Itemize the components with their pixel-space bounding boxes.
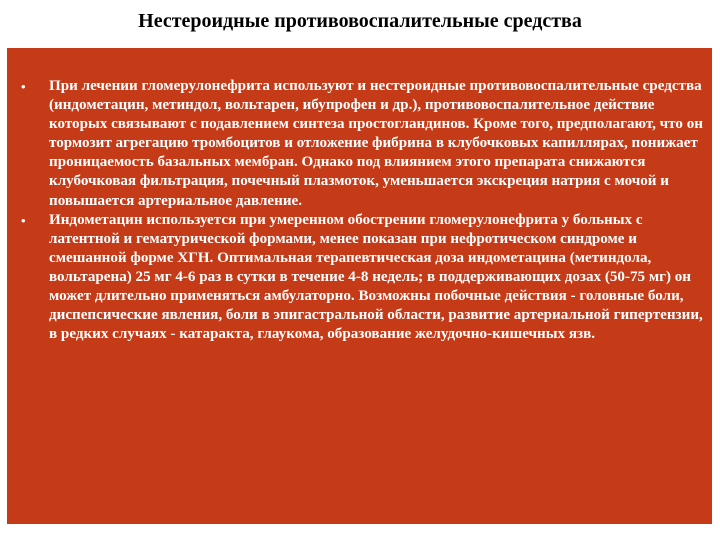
bullet-text: При лечении гломерулонефрита используют и нестероидные противовоспалительные средства (индометацин, метиндол, вольтарен, ибупрофен и др.), противовоспалительное действие которых связывают с подавлением синтеза простогландинов. Кроме того, предполагают, что он тормозит агрегацию тромбоцитов и отложение фибрина в клубочковых капиллярах, понижает проницаемость базальных мембран. Однако под влиянием этого препарата снижаются клубочковая фильтрация, почечный плазмоток, уменьшается экскреция натрия с мочой и повышается артериальное давление. xyxy=(49,78,703,209)
bullet-icon: • xyxy=(21,79,26,94)
bullet-icon: • xyxy=(21,212,26,228)
bullet-item xyxy=(21,211,706,345)
content-panel xyxy=(7,48,712,524)
bullet-list xyxy=(21,77,706,344)
slide-title: Нестероидные противовоспалительные средства xyxy=(138,10,582,32)
bullet-item xyxy=(21,77,706,211)
bullet-text: Индометацин используется при умеренном обострении гломерулонефрита у больных с латентной и гематурической формами, менее показан при нефротическом синдроме и смешанной форме ХГН. Оптимальная терапевтическая доза индометацина (метиндола, вольтарена) 25 мг 4-6 раз в сутки в течение 4-8 недель; в поддерживающих дозах (50-75 мг) он может длительно применяться амбулаторно. Возможны побочные действия - головные боли, диспепсические явления, боли в эпигастральной области, развитие артериальной гипертензии, в редких случаях - катаракта, глаукома, образование желудочно-кишечных язв. xyxy=(49,211,703,343)
